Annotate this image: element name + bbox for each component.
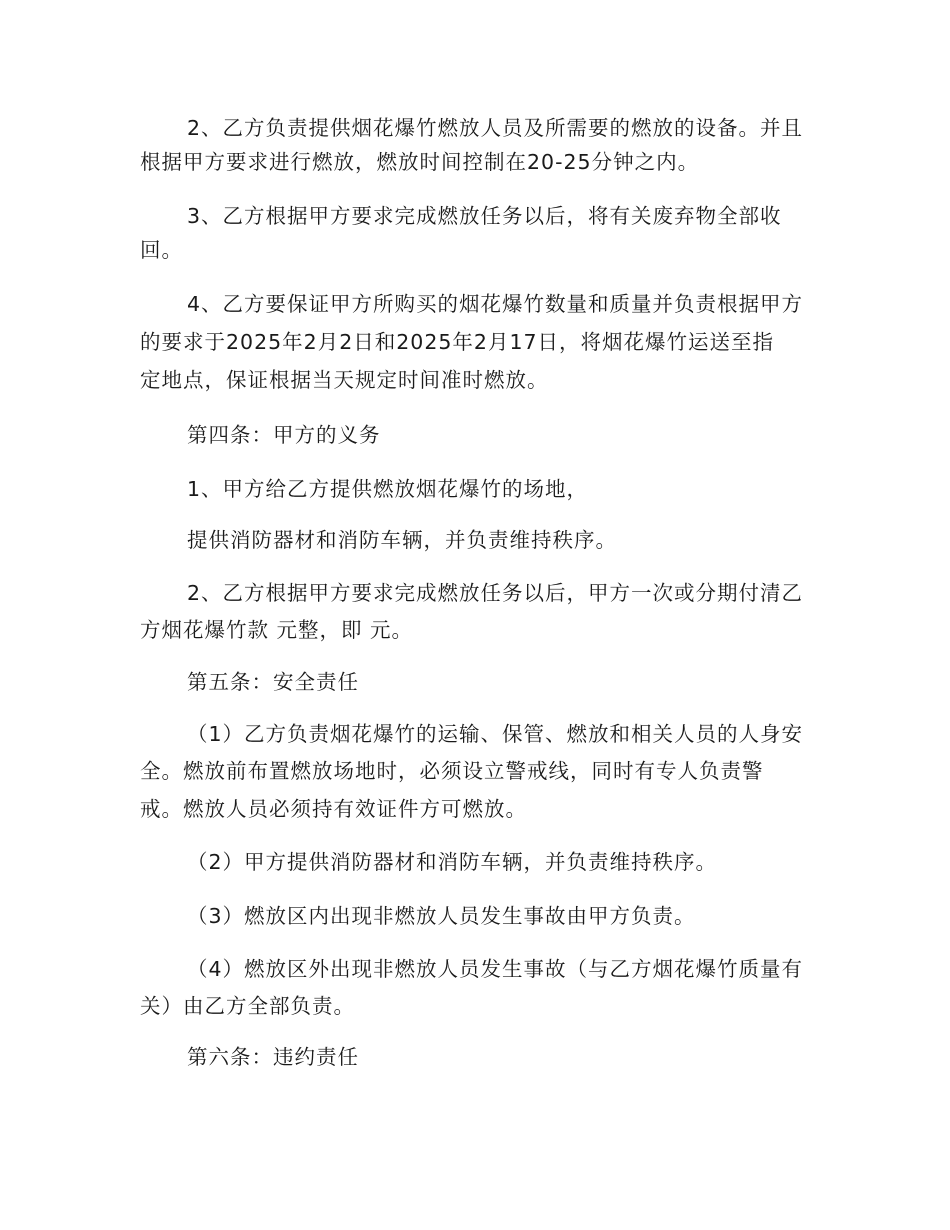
- paragraph-line: 回。: [140, 238, 183, 262]
- section-heading: 第四条：甲方的义务: [187, 423, 381, 447]
- paragraph-line: 1、甲方给乙方提供燃放烟花爆竹的场地，: [187, 477, 589, 501]
- section-heading: 第五条：安全责任: [187, 670, 359, 694]
- paragraph-line: 3、乙方根据甲方要求完成燃放任务以后，将有关废弃物全部收: [187, 204, 782, 228]
- paragraph-line: 关）由乙方全部负责。: [140, 994, 355, 1018]
- paragraph-line: 的要求于2025年2月2日和2025年2月17日，将烟花爆竹运送至指: [140, 330, 775, 354]
- paragraph-line: 根据甲方要求进行燃放，燃放时间控制在20-25分钟之内。: [140, 150, 700, 174]
- paragraph-line: 提供消防器材和消防车辆，并负责维持秩序。: [187, 528, 617, 552]
- paragraph-line: 2、乙方根据甲方要求完成燃放任务以后，甲方一次或分期付清乙: [187, 581, 804, 605]
- paragraph-line: 2、乙方负责提供烟花爆竹燃放人员及所需要的燃放的设备。并且: [187, 116, 804, 140]
- paragraph-line: （2）甲方提供消防器材和消防车辆，并负责维持秩序。: [187, 850, 718, 874]
- paragraph-line: 全。燃放前布置燃放场地时，必须设立警戒线，同时有专人负责警: [140, 759, 764, 783]
- paragraph-line: （1）乙方负责烟花爆竹的运输、保管、燃放和相关人员的人身安: [187, 722, 804, 746]
- paragraph-line: （3）燃放区内出现非燃放人员发生事故由甲方负责。: [187, 904, 696, 928]
- section-heading: 第六条：违约责任: [187, 1045, 359, 1069]
- paragraph-line: 方烟花爆竹款 元整，即 元。: [140, 618, 414, 642]
- paragraph-line: 戒。燃放人员必须持有效证件方可燃放。: [140, 797, 527, 821]
- paragraph-line: （4）燃放区外出现非燃放人员发生事故（与乙方烟花爆竹质量有: [187, 957, 804, 981]
- paragraph-line: 4、乙方要保证甲方所购买的烟花爆竹数量和质量并负责根据甲方: [187, 292, 804, 316]
- paragraph-line: 定地点，保证根据当天规定时间准时燃放。: [140, 368, 549, 392]
